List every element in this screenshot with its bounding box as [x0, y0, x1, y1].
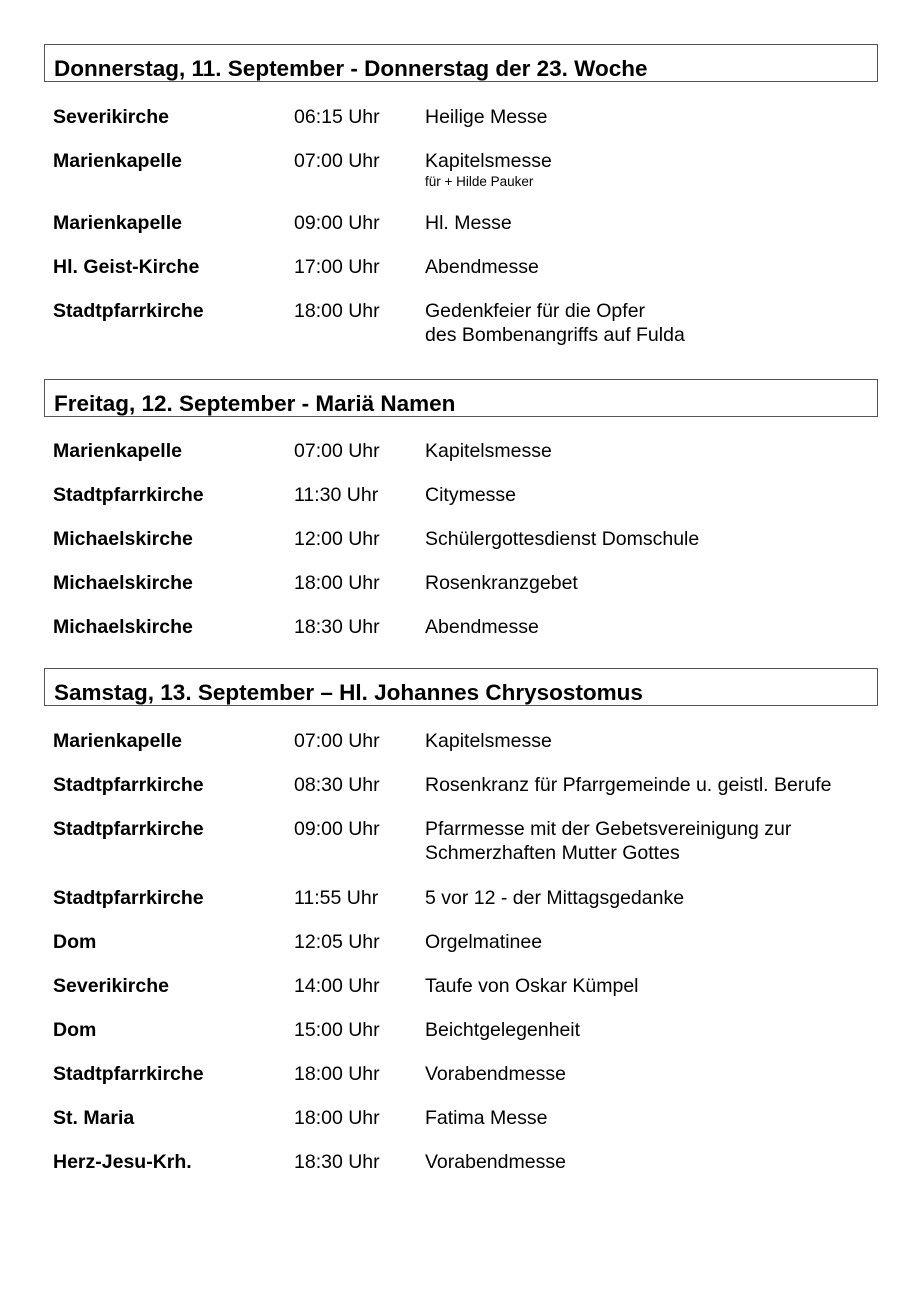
event-place: Stadtpfarrkirche — [53, 887, 204, 909]
event-note: für + Hilde Pauker — [425, 174, 534, 189]
event-description — [425, 930, 895, 954]
event-time: 12:05 Uhr — [294, 931, 380, 953]
event-time: 07:00 Uhr — [294, 440, 380, 462]
event-description-line: Schmerzhaften Mutter Gottes — [425, 842, 680, 864]
event-place: St. Maria — [53, 1107, 135, 1129]
event-description-line: Kapitelsmesse — [425, 440, 552, 462]
event-place: Marienkapelle — [53, 440, 182, 462]
event-place: Michaelskirche — [53, 616, 193, 638]
event-description-line: des Bombenangriffs auf Fulda — [425, 324, 685, 346]
event-place: Marienkapelle — [53, 730, 182, 752]
day-header: Donnerstag, 11. September - Donnerstag der 23. Woche — [44, 44, 878, 82]
event-time: 09:00 Uhr — [294, 818, 380, 840]
event-description-line: Abendmesse — [425, 616, 539, 638]
event-description — [425, 105, 895, 129]
event-time: 12:00 Uhr — [294, 528, 380, 550]
event-time: 18:30 Uhr — [294, 1151, 380, 1173]
event-time: 18:00 Uhr — [294, 1063, 380, 1085]
event-description-line: Citymesse — [425, 484, 517, 506]
event-place: Stadtpfarrkirche — [53, 774, 204, 796]
event-place: Stadtpfarrkirche — [53, 300, 204, 322]
event-description-line: Rosenkranz für Pfarrgemeinde u. geistl. Berufe — [425, 774, 832, 796]
event-place: Marienkapelle — [53, 212, 182, 234]
event-time: 18:00 Uhr — [294, 300, 380, 322]
event-place: Stadtpfarrkirche — [53, 1063, 204, 1085]
event-description-line: Vorabendmesse — [425, 1063, 566, 1085]
event-description-line: Kapitelsmesse — [425, 150, 552, 172]
event-description-line: Abendmesse — [425, 256, 539, 278]
event-description-line: Hl. Messe — [425, 212, 512, 234]
event-description-line: Vorabendmesse — [425, 1151, 566, 1173]
event-place: Stadtpfarrkirche — [53, 818, 204, 840]
event-place: Stadtpfarrkirche — [53, 484, 204, 506]
event-description — [425, 211, 895, 235]
event-description-line: Taufe von Oskar Kümpel — [425, 975, 639, 997]
event-time: 14:00 Uhr — [294, 975, 380, 997]
event-description — [425, 299, 895, 347]
event-time: 15:00 Uhr — [294, 1019, 380, 1041]
event-description — [425, 439, 895, 463]
event-time: 17:00 Uhr — [294, 256, 380, 278]
event-description — [425, 974, 895, 998]
event-place: Severikirche — [53, 106, 170, 128]
event-description — [425, 817, 895, 865]
event-place: Severikirche — [53, 975, 170, 997]
event-description — [425, 571, 895, 595]
event-description-line: Gedenkfeier für die Opfer — [425, 300, 646, 322]
event-description-line: Fatima Messe — [425, 1107, 548, 1129]
event-description — [425, 149, 895, 191]
event-time: 18:00 Uhr — [294, 1107, 380, 1129]
event-description-line: Heilige Messe — [425, 106, 548, 128]
day-header: Freitag, 12. September - Mariä Namen — [44, 379, 878, 417]
event-description — [425, 255, 895, 279]
event-description — [425, 483, 895, 507]
event-time: 09:00 Uhr — [294, 212, 380, 234]
event-time: 08:30 Uhr — [294, 774, 380, 796]
event-time: 07:00 Uhr — [294, 150, 380, 172]
event-description-line: Pfarrmesse mit der Gebetsvereinigung zur — [425, 818, 792, 840]
event-description — [425, 615, 895, 639]
event-place: Herz-Jesu-Krh. — [53, 1151, 192, 1173]
event-time: 06:15 Uhr — [294, 106, 380, 128]
event-place: Marienkapelle — [53, 150, 182, 172]
event-description — [425, 1062, 895, 1086]
event-place: Dom — [53, 931, 97, 953]
event-description-line: Schülergottesdienst Domschule — [425, 528, 700, 550]
event-description-line: Rosenkranzgebet — [425, 572, 578, 594]
event-description-line: Kapitelsmesse — [425, 730, 552, 752]
event-time: 11:30 Uhr — [294, 484, 379, 506]
event-description — [425, 1018, 895, 1042]
event-description — [425, 1106, 895, 1130]
event-description-line: Beichtgelegenheit — [425, 1019, 581, 1041]
event-place: Hl. Geist-Kirche — [53, 256, 200, 278]
event-time: 18:00 Uhr — [294, 572, 380, 594]
event-description — [425, 1150, 895, 1174]
event-description-line: Orgelmatinee — [425, 931, 543, 953]
event-description — [425, 886, 895, 910]
event-description — [425, 773, 895, 797]
event-description — [425, 527, 895, 551]
event-place: Michaelskirche — [53, 572, 193, 594]
event-time: 18:30 Uhr — [294, 616, 380, 638]
event-place: Dom — [53, 1019, 97, 1041]
day-header: Samstag, 13. September – Hl. Johannes Chrysostomus — [44, 668, 878, 706]
event-time: 07:00 Uhr — [294, 730, 380, 752]
event-description — [425, 729, 895, 753]
event-place: Michaelskirche — [53, 528, 193, 550]
event-time: 11:55 Uhr — [294, 887, 379, 909]
event-description-line: 5 vor 12 - der Mittagsgedanke — [425, 887, 685, 909]
